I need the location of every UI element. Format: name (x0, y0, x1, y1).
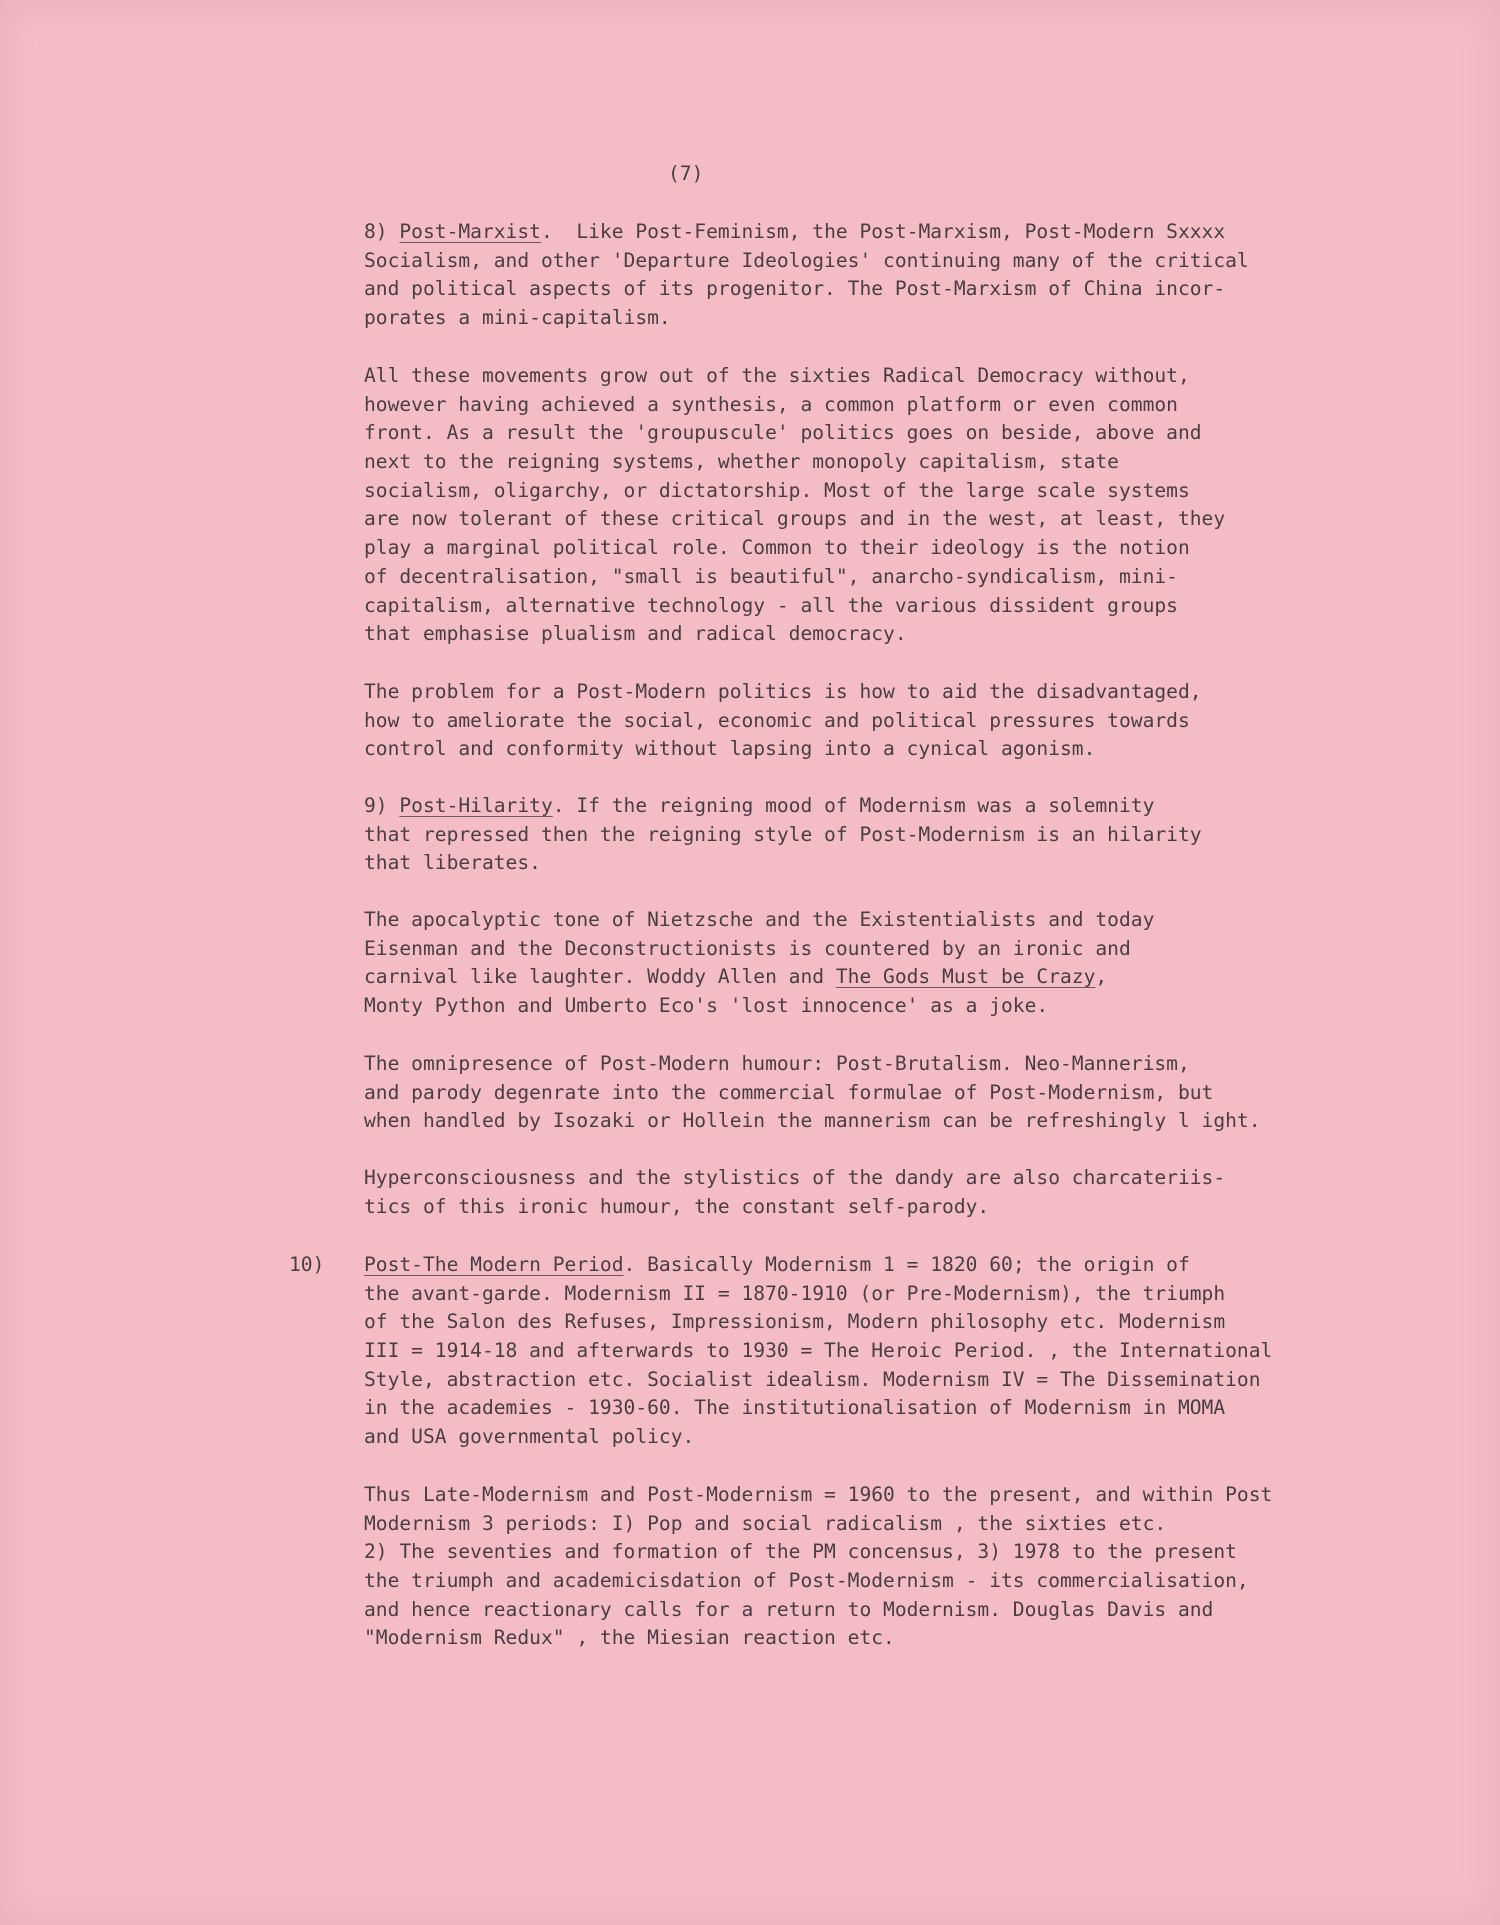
paragraph-hyperconsciousness (364, 1164, 1225, 1221)
text-line (364, 935, 1154, 964)
text-line (364, 304, 1249, 333)
text-line: front. As a result the 'groupuscule' politics goes on beside, above and (364, 421, 1202, 445)
text-line (364, 1280, 1272, 1309)
text-line: and hence reactionary calls for a return to Modernism. Douglas Davis and (364, 1597, 1214, 1621)
text-line: the triumph and academicisdation of Post-Modernism - its commercialisation, (364, 1569, 1249, 1593)
text-segment: . Basically Modernism 1 = 1820 60; the origin of (623, 1253, 1190, 1276)
text-line: are now tolerant of these critical groups and in the west, at least, they (364, 507, 1226, 531)
underlined-term: Post-Marxist (399, 220, 541, 243)
text-line (364, 792, 1202, 821)
text-line: of decentralisation, "small is beautiful", anarcho-syndicalism, mini- (364, 564, 1178, 588)
text-segment: carnival like laughter. Woddy Allen and (364, 965, 836, 989)
text-line (364, 992, 1154, 1021)
text-line: and parody degenrate into the commercial formulae of Post-Modernism, but (364, 1080, 1214, 1104)
text-line: The omnipresence of Post-Modern humour: Post-Brutalism. Neo-Mannerism, (364, 1052, 1190, 1075)
text-line: 2) The seventies and formation of the PM concensus, 3) 1978 to the present (364, 1540, 1237, 1564)
underlined-term: The Gods Must be Crazy (835, 965, 1096, 989)
text-segment: III = 1914-18 and afterwards to 1930 = The Heroic Period. , the International (364, 1339, 1273, 1363)
text-line: play a marginal political role. Common to their ideology is the notion (364, 536, 1190, 560)
text-segment: 9) (364, 794, 400, 817)
text-line (364, 906, 1154, 935)
text-segment: in the academies - 1930-60. The institutionalisation of Modernism in MOMA (364, 1396, 1226, 1420)
text-line (364, 1251, 1272, 1280)
text-line (364, 849, 1202, 878)
text-line: however having achieved a synthesis, a common platform or even common (364, 392, 1178, 416)
text-line: control and conformity without lapsing into a cynical agonism. (364, 737, 1096, 761)
text-line: tics of this ironic humour, the constant self-parody. (364, 1194, 990, 1218)
text-line (364, 1308, 1272, 1337)
section-10-number: 10) (289, 1253, 325, 1276)
paragraph-problem (364, 678, 1202, 764)
section-9-post-hilarity (364, 792, 1202, 878)
text-segment: Eisenman and the Deconstructionists is countered by an ironic and (364, 936, 1131, 960)
text-segment: the avant-garde. Modernism II = 1870-1910 (or Pre-Modernism), the triumph (364, 1281, 1226, 1305)
text-line (364, 247, 1249, 276)
section-10-modern-period (364, 1251, 1272, 1452)
text-line (364, 1394, 1272, 1423)
text-line (364, 963, 1154, 992)
paragraph-apocalyptic (364, 906, 1154, 1021)
text-segment: of the Salon des Refuses, Impressionism, Modern philosophy etc. Modernism (364, 1310, 1226, 1334)
text-segment: 8) (364, 220, 400, 243)
text-segment: The apocalyptic tone of Nietzsche and the Existentialists and today (364, 908, 1155, 931)
text-line: "Modernism Redux" , the Miesian reaction etc. (364, 1626, 895, 1650)
underlined-term: Post-The Modern Period (364, 1253, 624, 1276)
text-line: next to the reigning systems, whether monopoly capitalism, state (364, 450, 1119, 474)
text-line: All these movements grow out of the sixties Radical Democracy without, (364, 364, 1190, 387)
text-segment: and USA governmental policy. (364, 1425, 695, 1449)
text-segment: Socialism, and other 'Departure Ideologies' continuing many of the critical (364, 248, 1249, 272)
text-line: socialism, oligarchy, or dictatorship. Most of the large scale systems (364, 478, 1190, 502)
text-line (364, 218, 1249, 247)
text-line: The problem for a Post-Modern politics is how to aid the disadvantaged, (364, 680, 1202, 703)
text-line: Hyperconsciousness and the stylistics of the dandy are also charcateriis- (364, 1166, 1226, 1189)
text-segment: . Like Post-Feminism, the Post-Marxism, Post-Modern Sxxxx (540, 220, 1226, 243)
page-number: (7) (668, 162, 704, 185)
text-segment: Monty Python and Umberto Eco's 'lost innocence' as a joke. (364, 994, 1049, 1018)
text-segment: and political aspects of its progenitor. The Post-Marxism of China incor- (364, 277, 1226, 301)
text-line: Modernism 3 periods: I) Pop and social radicalism , the sixties etc. (364, 1511, 1167, 1535)
section-8-post-marxist (364, 218, 1249, 333)
text-line: Thus Late-Modernism and Post-Modernism = 1960 to the present, and within Post (364, 1483, 1273, 1506)
text-line: when handled by Isozaki or Hollein the mannerism can be refreshingly l ight. (364, 1109, 1261, 1133)
paragraph-movements (364, 362, 1225, 649)
text-line (364, 1337, 1272, 1366)
paragraph-thus (364, 1481, 1272, 1653)
text-line (364, 1366, 1272, 1395)
text-segment: , (1095, 965, 1108, 989)
text-line: capitalism, alternative technology - all the various dissident groups (364, 593, 1178, 617)
text-segment: porates a mini-capitalism. (364, 306, 671, 330)
text-line (364, 1423, 1272, 1452)
text-segment: that liberates. (364, 851, 541, 875)
text-line: how to ameliorate the social, economic and political pressures towards (364, 708, 1190, 732)
text-line (364, 821, 1202, 850)
text-segment: that repressed then the reigning style of Post-Modernism is an hilarity (364, 822, 1202, 846)
text-line (364, 275, 1249, 304)
paragraph-omnipresence (364, 1050, 1261, 1136)
text-line: that emphasise plualism and radical democracy. (364, 622, 907, 646)
underlined-term: Post-Hilarity (399, 794, 553, 817)
text-segment: . If the reigning mood of Modernism was a solemnity (552, 794, 1155, 817)
text-segment: Style, abstraction etc. Socialist idealism. Modernism IV = The Dissemination (364, 1367, 1261, 1391)
